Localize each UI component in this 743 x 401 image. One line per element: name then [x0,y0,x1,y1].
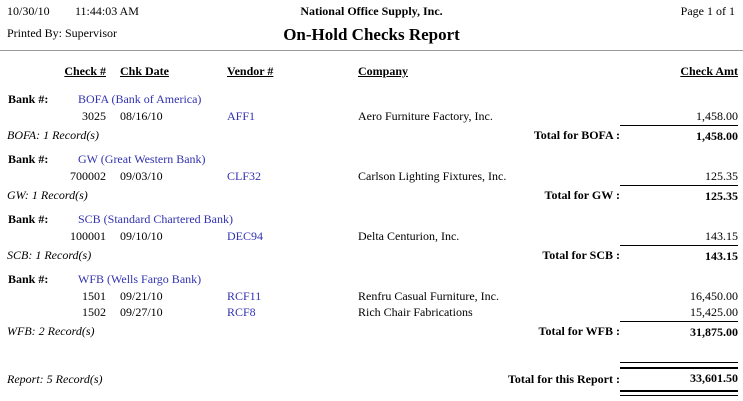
check-row [0,289,743,305]
check-row [0,305,743,321]
check-date: 09/10/10 [120,229,163,243]
check-amount: 125.35 [705,169,738,183]
group-total-amount: 125.35 [620,185,738,204]
group-total-label: Total for GW : [544,188,620,202]
group-total-label: Total for SCB : [542,248,620,262]
vendor-number-link[interactable]: RCF8 [227,305,256,319]
check-row [0,109,743,125]
check-date: 09/03/10 [120,169,163,183]
group-total-amount: 143.15 [620,245,738,264]
check-number: 1501 [82,289,106,303]
check-amount: 16,450.00 [690,289,738,303]
printed-by: Printed By: Supervisor [7,26,117,40]
report-title: On-Hold Checks Report [283,25,460,44]
col-header-check-amount: Check Amt [680,64,738,78]
bank-row [0,152,743,169]
bank-row [0,92,743,109]
col-header-check-number: Check # [64,64,106,78]
bank-name-link[interactable]: BOFA (Bank of America) [78,92,202,106]
company-name: National Office Supply, Inc. [300,4,443,18]
print-time: 11:44:03 AM [75,4,139,18]
check-amount: 143.15 [705,229,738,243]
col-header-company: Company [358,64,409,78]
header-divider [0,50,743,51]
report-footer [0,362,743,400]
col-header-chk-date: Chk Date [120,64,170,78]
bank-group [0,152,743,205]
check-amount: 15,425.00 [690,305,738,319]
check-date: 09/27/10 [120,305,163,319]
bank-number-label: Bank #: [8,152,49,166]
group-total-row [0,245,743,265]
group-total-amount: 31,875.00 [620,321,738,340]
group-record-count: GW: 1 Record(s) [7,188,88,202]
check-date: 09/21/10 [120,289,163,303]
check-number: 700002 [70,169,106,183]
grand-total-rule-top [620,362,738,369]
group-total-row [0,185,743,205]
check-row [0,229,743,245]
group-rows [0,109,743,125]
check-number: 1502 [82,305,106,319]
grand-total-amount: 33,601.50 [690,371,738,385]
group-record-count: WFB: 2 Record(s) [7,324,95,338]
print-date: 10/30/10 [7,4,50,18]
group-total-row [0,125,743,145]
bank-name-link[interactable]: SCB (Standard Chartered Bank) [78,212,233,226]
company-cell: Renfru Casual Furniture, Inc. [358,289,499,303]
bank-number-label: Bank #: [8,92,49,106]
vendor-number-link[interactable]: AFF1 [227,109,256,123]
grand-total-label: Total for this Report : [508,372,620,386]
report-record-count: Report: 5 Record(s) [7,372,103,386]
group-total-label: Total for WFB : [538,324,620,338]
bank-row [0,272,743,289]
bank-group [0,92,743,145]
bank-number-label: Bank #: [8,272,49,286]
report-body [0,85,743,341]
check-row [0,169,743,185]
page-indicator: Page 1 of 1 [680,4,735,18]
check-number: 100001 [70,229,106,243]
bank-group [0,212,743,265]
group-rows [0,229,743,245]
check-number: 3025 [82,109,106,123]
group-rows [0,169,743,185]
vendor-number-link[interactable]: RCF11 [227,289,262,303]
bank-row [0,212,743,229]
check-date: 08/16/10 [120,109,163,123]
vendor-number-link[interactable]: CLF32 [227,169,262,183]
bank-name-link[interactable]: GW (Great Western Bank) [78,152,206,166]
grand-total-rule-bottom [620,390,738,396]
check-amount: 1,458.00 [696,109,738,123]
group-record-count: BOFA: 1 Record(s) [7,128,99,142]
column-headers [0,64,743,81]
bank-number-label: Bank #: [8,212,49,226]
bank-name-link[interactable]: WFB (Wells Fargo Bank) [78,272,202,286]
group-total-amount: 1,458.00 [620,125,738,144]
company-cell: Rich Chair Fabrications [358,305,473,319]
company-cell: Delta Centurion, Inc. [358,229,460,243]
company-cell: Aero Furniture Factory, Inc. [358,109,493,123]
group-total-label: Total for BOFA : [533,128,620,142]
col-header-vendor-number: Vendor # [227,64,274,78]
group-total-row [0,321,743,341]
group-rows [0,289,743,321]
group-record-count: SCB: 1 Record(s) [7,248,92,262]
company-cell: Carlson Lighting Fixtures, Inc. [358,169,507,183]
vendor-number-link[interactable]: DEC94 [227,229,263,243]
bank-group [0,272,743,341]
